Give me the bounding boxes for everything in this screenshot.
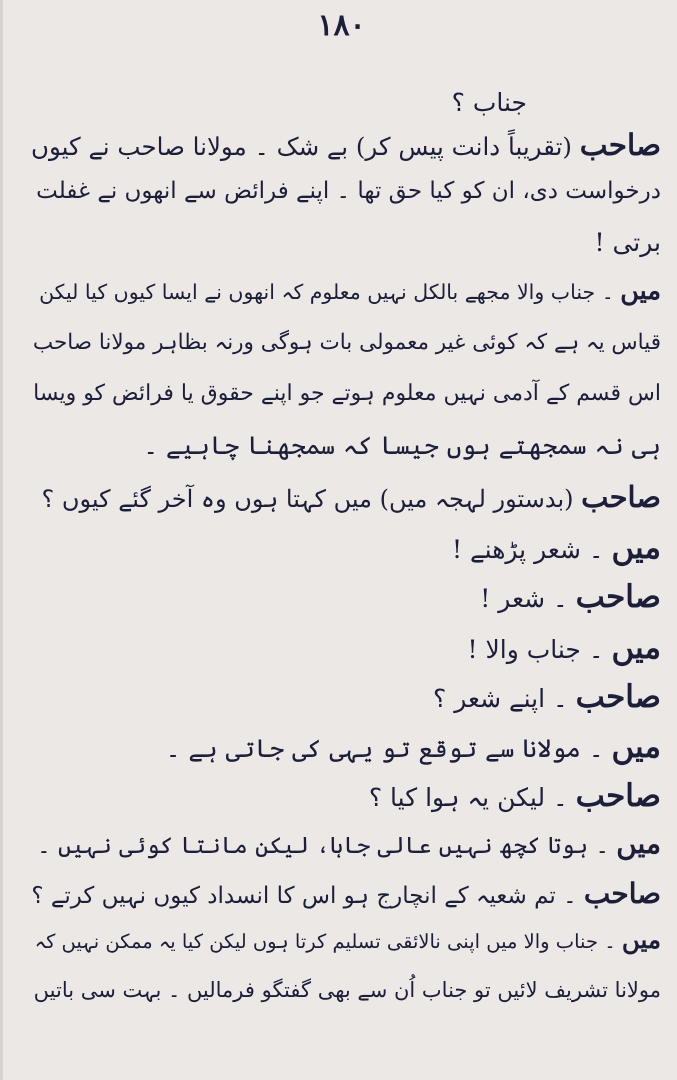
text-line [31,431,661,461]
speaker-label: میں [611,729,661,765]
speaker-label: صاحب [583,877,661,910]
text-line [31,228,661,258]
speaker-label: صاحب [575,679,661,715]
speaker-label: میں [611,530,661,566]
text-line [31,827,661,861]
speaker-label: میں [611,630,661,666]
text-line [31,729,661,766]
line-text: ۔ اپنے شعر ؟ [433,684,576,713]
text-line [31,276,661,307]
line-text: ۔ شعر پڑھنے ! [452,535,612,564]
page-number: ۱۸۰ [317,8,366,43]
speaker-label: میں [616,827,661,860]
text-line [31,877,661,911]
line-text: ۔ جناب والا ! [467,635,612,664]
text-line [31,925,661,954]
line-text: ۔ شعر ! [480,584,576,613]
line-text: ۔ ہوتا کچھ نہیں عالی جاہا، لیکن مانتا کوئی نہیں ۔ [37,833,617,859]
text-line [31,630,661,667]
line-text: ۔ مولانا سے توقع تو یہی کی جاتی ہے ۔ [165,734,612,763]
line-text: ۔ جناب والا میں اپنی نالائقی تسلیم کرتا ہوں لیکن کیا یہ ممکن نہیں کہ [34,930,622,953]
text-line [452,88,527,118]
text-line [31,679,661,716]
speaker-label: صاحب [575,579,661,615]
text-line [31,530,661,567]
speaker-label: میں [621,925,661,954]
speaker-label: میں [620,276,661,306]
text-line [31,480,661,515]
line-text: مولانا تشریف لائیں تو جناب اُن سے بھی گفتگو فرمالیں ۔ بہت سی باتیں [33,978,661,1002]
speaker-label: صاحب [575,778,661,814]
speaker-label: صاحب [581,480,661,514]
text-line [31,579,661,616]
line-text: قیاس یہ ہے کہ کوئی غیر معمولی بات ہوگی ورنہ بظاہر مولانا صاحب [32,330,661,355]
line-text: جناب ؟ [451,88,527,117]
text-line [31,178,661,206]
text-line [31,978,661,1003]
line-text: درخواست دی، ان کو کیا حق تھا ۔ اپنے فرائض سے انھوں نے غفلت [36,178,661,204]
line-text: ہی نہ سمجھتے ہوں جیسا کہ سمجھنا چاہیے ۔ [143,431,661,460]
text-line [31,330,661,356]
text-line [31,778,661,815]
text-line [31,381,661,407]
line-text: (تقریباً دانت پیس کر) بے شک ۔ مولانا صاحب نے کیوں [30,132,580,161]
line-text: اس قسم کے آدمی نہیں معلوم ہوتے جو اپنے حقوق یا فرائض کو ویسا [33,381,661,406]
line-text: برتی ! [594,228,661,257]
line-text: (بدستور لہجہ میں) میں کہتا ہوں وہ آخر گئے کیوں ؟ [41,485,582,513]
line-text: ۔ لیکن یہ ہوا کیا ؟ [368,783,576,812]
line-text: ۔ تم شعیہ کے انچارج ہو اس کا انسداد کیوں نہیں کرتے ؟ [31,883,584,909]
line-text: ۔ جناب والا مجھے بالکل نہیں معلوم کہ انھوں نے ایسا کیوں کیا لیکن [39,280,621,304]
text-line [31,127,661,162]
speaker-label: صاحب [579,127,661,162]
